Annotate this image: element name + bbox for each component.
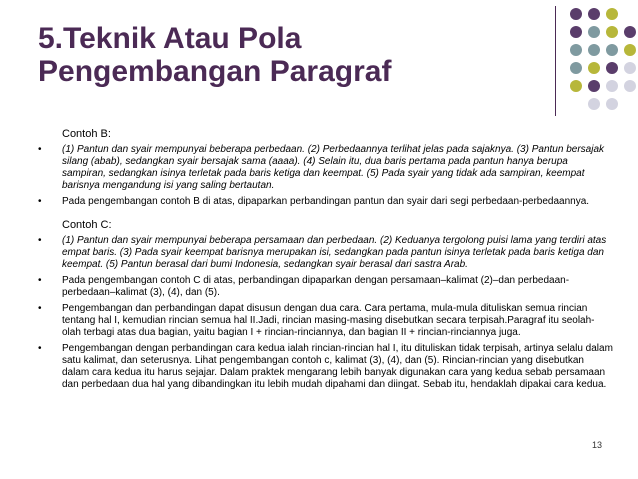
list-item (38, 303, 613, 339)
list-item (38, 275, 613, 299)
list-item (38, 196, 613, 208)
dot (624, 26, 636, 38)
example-c-explanation: Pada pengembangan contoh C di atas, perbandingan dipaparkan dengan persamaan–kalimat (2)–dan perbedaan-perbedaan–kalimat (3), (4), dan (5). (62, 275, 570, 298)
dot (588, 98, 600, 110)
list-item (38, 343, 613, 391)
dot (570, 80, 582, 92)
method-two-text: Pengembangan dengan perbandingan cara kedua ialah rincian-rincian hal I, itu dituliskan tidak terpisah, artinya selalu dalam satu kalimat, dan seterusnya. Lihat pengembangan contoh c, kalimat (3), (4), dan (5). Rincian-rincian yang disebutkan dalam cara kedua itu harus sejajar. Dalam praktek mengarang lebih banyak digunakan cara yang kedua sebab persamaan dan perbedaan dua hal yang dibandingkan itu lebih mudah dipahami dan diingat. Sebab itu, hendaklah dipakai cara kedua. (62, 343, 613, 390)
example-b-text: (1) Pantun dan syair mempunyai beberapa perbedaan. (2) Perbedaannya terlihat jelas pada sajaknya. (3) Pantun bersajak silang (abab), sedangkan syair bersajak sama (aaaa). (4) Selain itu, dua baris pertama pada pantun hanya berupa sampiran, sedangkan isinya terletak pada baris ketiga dan keempat. (5) Pada syair yang tidak ada sampiran, keempat barisnya mengandung isi yang saling bertautan. (62, 144, 605, 191)
bullet-icon: • (38, 343, 42, 354)
dot (606, 26, 618, 38)
example-c-text: (1) Pantun dan syair mempunyai beberapa persamaan dan perbedaan. (2) Keduanya tergolong puisi lama yang terdiri atas empat baris. (3) Pada syair keempat barisnya merupakan isi, sedangkan pada pantun isinya terletak pada baris ketiga dan keempat. (5) Pantun berasal dari bumi Indonesia, sedangkan syair berasal dari sastra Arab. (62, 235, 607, 270)
decorative-divider (555, 6, 556, 116)
list-item (38, 144, 613, 192)
slide-title (38, 22, 538, 88)
dot (570, 8, 582, 20)
page-number: 13 (592, 440, 603, 450)
example-c-label: Contoh C: (62, 219, 112, 231)
dot (588, 80, 600, 92)
method-one-text: Pengembangan dan perbandingan dapat disusun dengan dua cara. Cara pertama, mula-mula dituliskan semua rincian tentang hal I, kemudian rincian semua hal II.Jadi, rincian masing-masing disebutkan secara terpisah.Paragraf itu seolah-olah terbagi atas dua bagian, yaitu bagian I + rincian-rinciannya, dan bagian II + rincian-rinciannya juga. (62, 303, 595, 338)
dot (624, 80, 636, 92)
dot (606, 8, 618, 20)
dot (570, 26, 582, 38)
example-b-label: Contoh B: (62, 128, 111, 140)
list-item (38, 235, 613, 271)
dot (570, 44, 582, 56)
dot (624, 44, 636, 56)
bullet-icon: • (38, 303, 42, 314)
dot (606, 98, 618, 110)
title-line-2: Pengembangan Paragraf (38, 55, 392, 88)
dot (606, 62, 618, 74)
dot (624, 62, 636, 74)
dot (606, 44, 618, 56)
title-line-1: 5.Teknik Atau Pola (38, 22, 302, 55)
bullet-icon: • (38, 196, 42, 207)
dot (588, 26, 600, 38)
dot (606, 80, 618, 92)
bullet-icon: • (38, 275, 42, 286)
bullet-icon: • (38, 144, 42, 155)
dot (588, 44, 600, 56)
dot (588, 62, 600, 74)
example-b-explanation: Pada pengembangan contoh B di atas, dipaparkan perbandingan pantun dan syair dari segi perbedaan-perbedaannya. (62, 196, 590, 207)
slide-body (38, 128, 613, 395)
dot (570, 62, 582, 74)
dot (588, 8, 600, 20)
bullet-icon: • (38, 235, 42, 246)
